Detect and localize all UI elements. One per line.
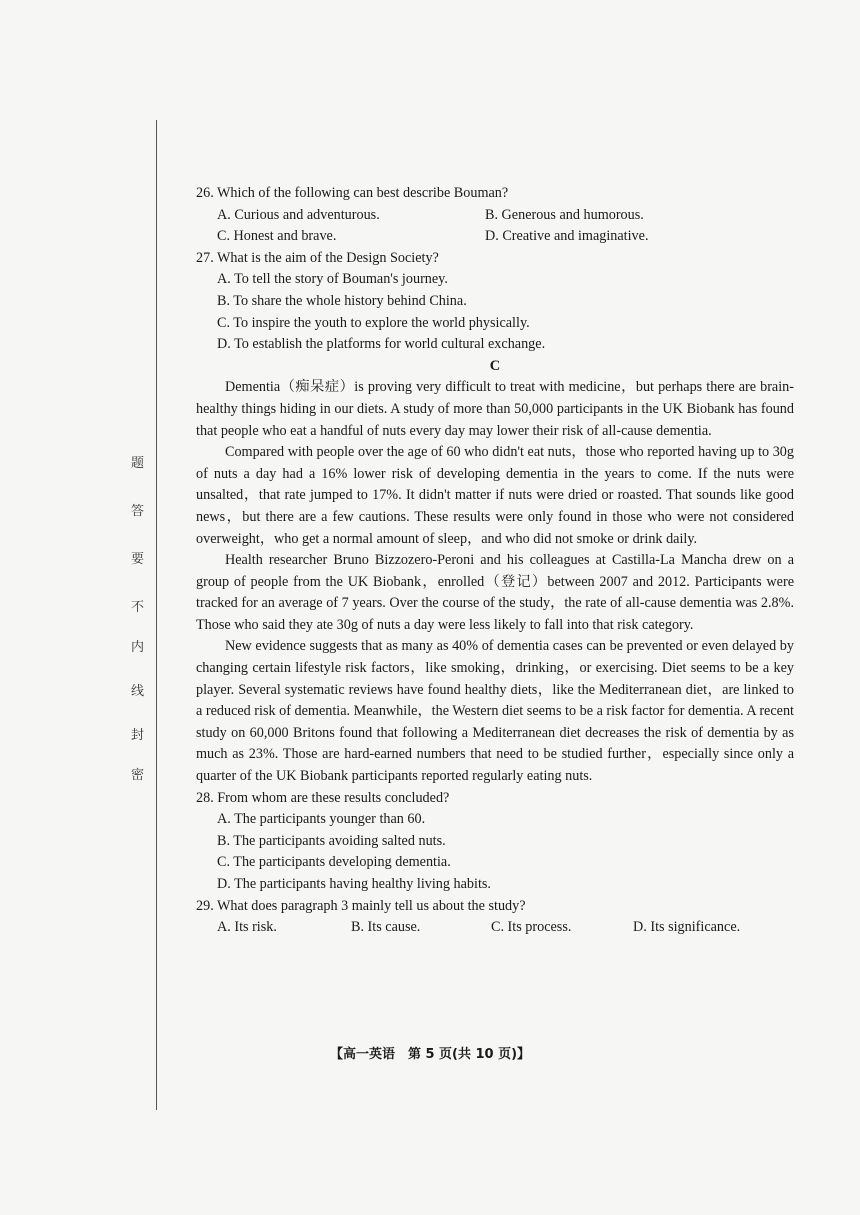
option-c: C. Its process.: [491, 919, 572, 936]
passage-paragraph: Compared with people over the age of 60 who didn't eat nuts，those who reported having up to 30g of nuts a day had a 16% lower risk of developing dementia in the years to come. If the nuts were unsalted，that rate jumped to 17%. It didn't matter if nuts were dried or roasted. That sounds like good news，but there are a few cautions. These results were only found in those who were not considered overweight，who get a normal amount of sleep，and who did not smoke or drink daily.: [196, 444, 794, 547]
question-28: [196, 788, 794, 896]
options: [196, 917, 794, 939]
option-d: D. Creative and imaginative.: [485, 228, 649, 245]
option-b: B. Its cause.: [351, 919, 421, 936]
question-number: 26.: [196, 185, 214, 201]
option-a: A. Its risk.: [217, 919, 277, 936]
option-c: C. The participants developing dementia.: [217, 854, 451, 871]
margin-char: 要: [131, 552, 145, 567]
passage-paragraph: Dementia（痴呆症）is proving very difficult to treat with medicine，but perhaps there are brain-healthy things hiding in our diets. A study of more than 50,000 participants in the UK Biobank has found that people who eat a handful of nuts every day may lower their risk of all-cause dementia.: [196, 379, 794, 439]
question-number: 28.: [196, 789, 214, 806]
passage-paragraph: Health researcher Bruno Bizzozero-Peroni and his colleagues at Castilla-La Mancha drew on a group of people from the UK Biobank，enrolled（登记）between 2007 and 2012. Participants were tracked for an average of 7 years. Over the course of the study，the rate of all-cause dementia was 2.8%. Those who said they ate 30g of nuts a day were less likely to fall into that risk category.: [196, 552, 794, 633]
margin-char: 线: [131, 684, 145, 699]
passage-paragraph: New evidence suggests that as many as 40% of dementia cases can be prevented or even delayed by changing certain lifestyle risk factors，like smoking，drinking，or exercising. Diet seems to be a key player. Several systematic reviews have found healthy diets，like the Mediterranean diet，are linked to a reduced risk of dementia. Meanwhile，the Western diet seems to be a risk factor for dementia. A recent study on 60,000 Britons found that following a Mediterranean diet decreases the risk of dementia by as much as 23%. Those are hard-earned numbers that need to be studied further，especially since only a quarter of the UK Biobank participants reported regularly eating nuts.: [196, 638, 794, 785]
margin-char: 密: [131, 768, 145, 783]
question-26: [196, 183, 794, 248]
option-b: B. Generous and humorous.: [485, 206, 644, 223]
options: [196, 205, 794, 248]
option-c: C. To inspire the youth to explore the world physically.: [217, 314, 530, 331]
option-d: D. The participants having healthy living habits.: [217, 876, 491, 892]
question-text: From whom are these results concluded?: [217, 789, 450, 806]
section-title: C: [489, 357, 501, 374]
option-d: D. Its significance.: [633, 919, 741, 936]
option-a: A. The participants younger than 60.: [217, 811, 426, 828]
margin-char: 不: [131, 600, 145, 615]
question-text: What is the aim of the Design Society?: [217, 249, 439, 266]
question-29: [196, 896, 794, 939]
binding-margin-line: [156, 120, 157, 1110]
option-a: A. Curious and adventurous.: [217, 206, 380, 223]
question-number: 27.: [196, 249, 214, 266]
question-text: Which of the following can best describe Bouman?: [217, 185, 509, 201]
option-a: A. To tell the story of Bouman's journey.: [217, 271, 448, 288]
margin-char: 答: [131, 504, 145, 519]
question-number: 29.: [196, 897, 214, 914]
option-d: D. To establish the platforms for world cultural exchange.: [217, 336, 546, 353]
margin-char: 题: [131, 456, 145, 471]
option-b: B. The participants avoiding salted nuts.: [217, 832, 446, 849]
exam-content: [196, 183, 794, 939]
option-b: B. To share the whole history behind China.: [217, 292, 467, 309]
option-c: C. Honest and brave.: [217, 228, 337, 245]
question-text: What does paragraph 3 mainly tell us about the study?: [217, 897, 526, 914]
question-27: [196, 248, 794, 356]
margin-char: 封: [131, 728, 145, 743]
page-footer: 【高一英语 第 5 页(共 10 页)】: [329, 1047, 531, 1062]
margin-char: 内: [131, 640, 145, 655]
